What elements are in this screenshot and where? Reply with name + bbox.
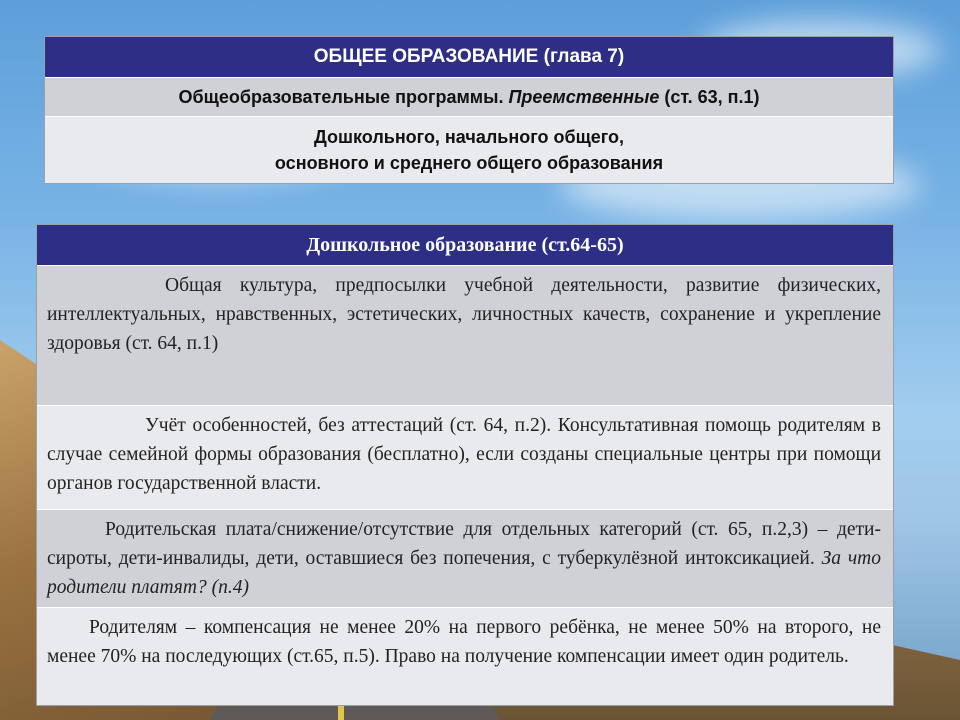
goals-text: Общая культура, предпосылки учебной деятельности, развитие физических, интеллектуальных, нравственных, эстетических, личностных качеств, сохранение и укрепление здоровья (ст. 64, п.1) — [47, 275, 881, 354]
levels-line2: основного и среднего общего образования — [274, 153, 664, 173]
table2-row-compensation — [37, 607, 893, 705]
fees-text: Родительская плата/снижение/отсутствие для отдельных категорий (ст. 65, п.2,3) – дети-сироты, дети-инвалиды, дети, оставшиеся без попечения, с туберкулёзной интоксикацией. — [47, 519, 881, 569]
compensation-text: Родителям – компенсация не менее 20% на первого ребёнка, не менее 50% на второго, не менее 70% на последующих (ст.65, п.5). Право на получение компенсации имеет один родитель. — [47, 617, 881, 667]
fees-question: За что родители платят? (п.4) — [47, 548, 881, 598]
preschool-education-table — [36, 224, 894, 706]
features-text: Учёт особенностей, без аттестаций (ст. 64, п.2). Консультативная помощь родителям в случае семейной формы образования (бесплатно), если созданы специальные центры при помощи органов государственной власти. — [47, 415, 881, 494]
general-education-table — [44, 36, 894, 184]
table2-row-goals — [37, 265, 893, 405]
table2-header: Дошкольное образование (ст.64-65) — [37, 225, 893, 265]
table2-row-features — [37, 405, 893, 509]
table1-row-levels — [45, 116, 893, 183]
levels-line1: Дошкольного, начального общего, — [313, 127, 625, 147]
programs-ref: (ст. 63, п.1) — [659, 87, 760, 107]
table2-row-fees — [37, 509, 893, 607]
table1-header: ОБЩЕЕ ОБРАЗОВАНИЕ (глава 7) — [45, 37, 893, 77]
programs-italic: Преемственные — [508, 87, 660, 107]
programs-text: Общеобразовательные программы. — [178, 87, 509, 107]
table1-row-programs — [45, 77, 893, 116]
